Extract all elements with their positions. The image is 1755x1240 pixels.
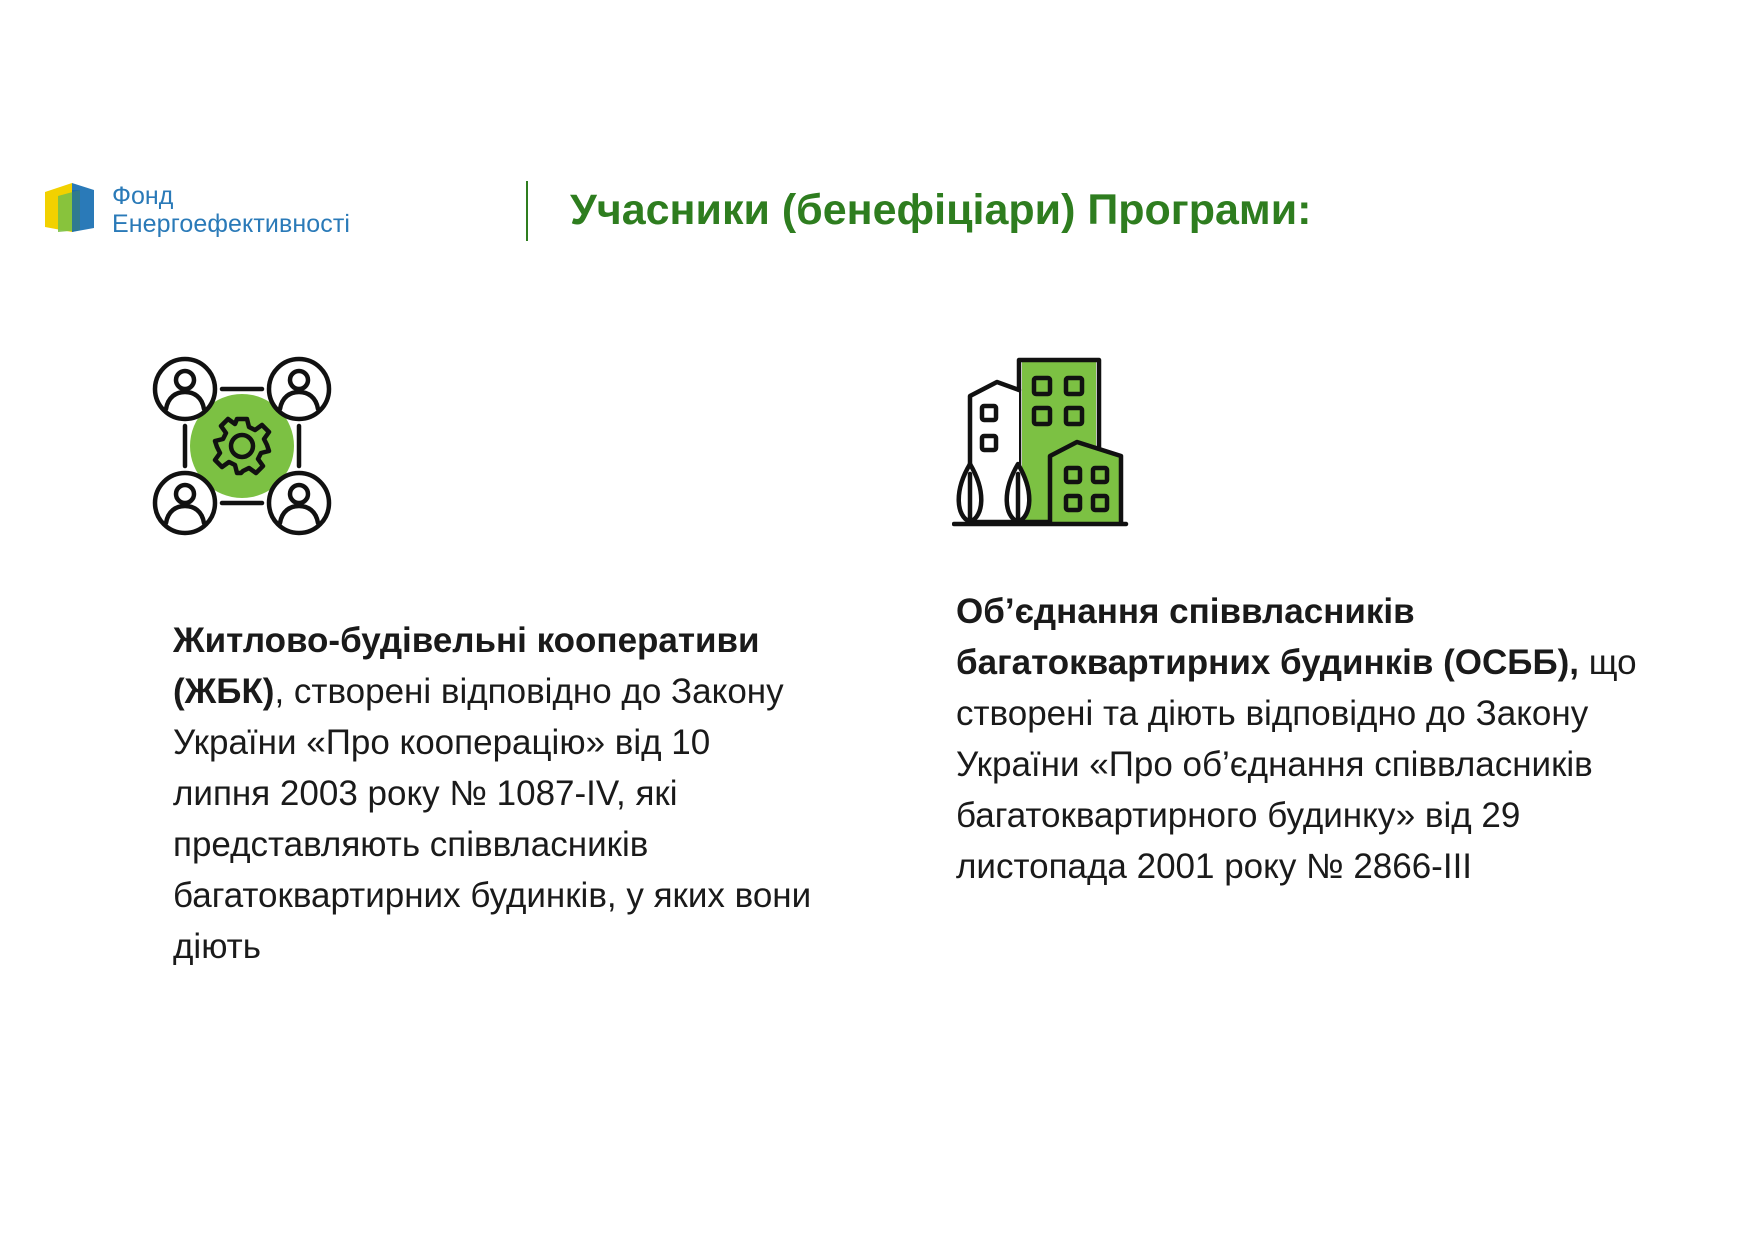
logo-cube-icon: [42, 180, 98, 240]
zhbk-title: Житлово-будівельні кооперативи (ЖБК): [173, 621, 760, 711]
logo-text-line1: Фонд: [112, 182, 174, 210]
logo-text-line2: Енергоефективності: [112, 210, 351, 238]
osbb-description: [956, 586, 1656, 892]
people-network-gear-icon: [152, 356, 332, 536]
osbb-title: Об’єднання співвласників багатоквартирних будинків (ОСББ),: [956, 592, 1579, 682]
page-title: Учасники (бенефіціари) Програми:: [570, 186, 1312, 234]
fund-logo: [42, 180, 402, 240]
logo-text: [112, 182, 350, 238]
apartment-buildings-icon: [952, 356, 1132, 536]
osbb-text: що створені та діють відповідно до Закону України «Про об’єднання співвласників багатоквартирного будинку» від 29 листопада 2001 року № 2866-III: [956, 643, 1637, 886]
header-divider: [526, 181, 528, 241]
zhbk-description: [173, 615, 813, 972]
zhbk-text: , створені відповідно до Закону України «Про кооперацію» від 10 липня 2003 року № 1087-IV, які представляють співвласників багатоквартирних будинків, у яких вони діють: [173, 672, 812, 966]
